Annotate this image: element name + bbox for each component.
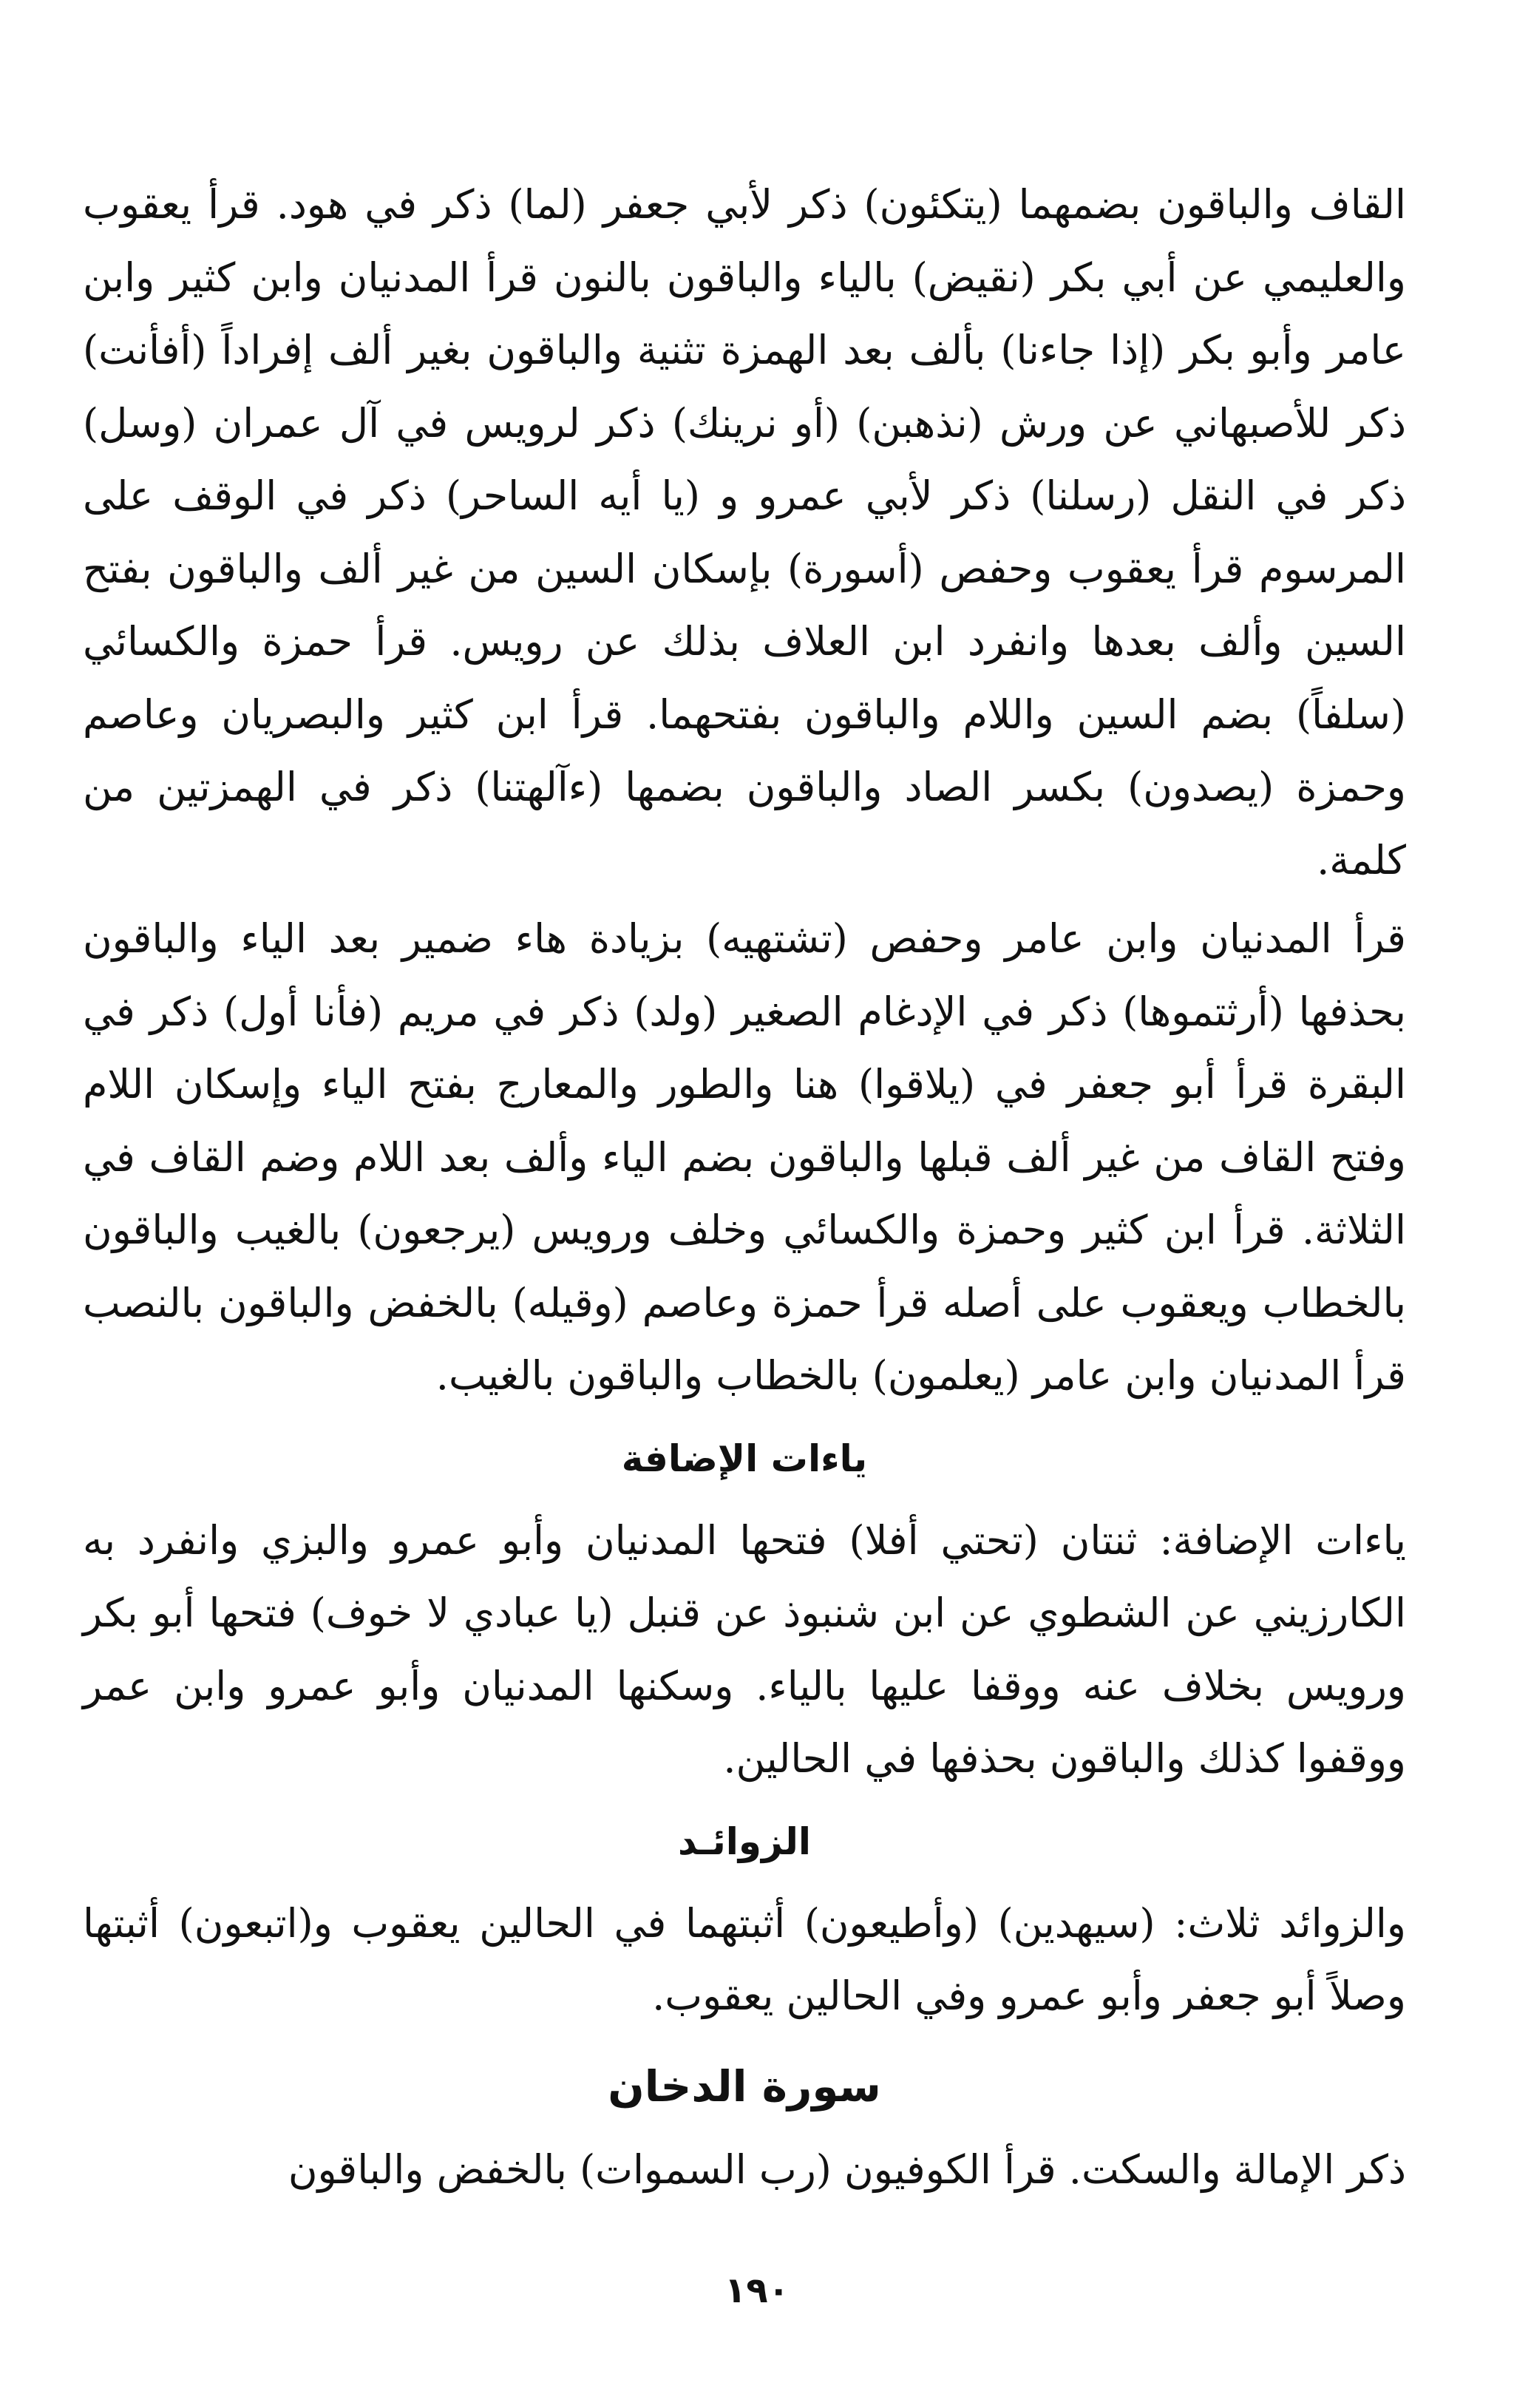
paragraph-text: قرأ المدنيان وابن عامر وحفص (تشتهيه) بزيادة هاء ضمير بعد الياء والباقون بحذفها (أرثتموها) ذكر في الإدغام الصغير (ولد) ذكر في مريم (فأنا أول) ذكر في البقرة قرأ أبو جعفر في (يلاقوا) هنا والطور والمعارج بفتح الياء وإسكان اللام وفتح القاف من غير ألف قبلها والباقون بضم الياء وألف بعد اللام وضم القاف في الثلاثة. قرأ ابن كثير وحمزة والكسائي وخلف ورويس (يرجعون) بالغيب والباقون بالخطاب ويعقوب على أصله قرأ حمزة وعاصم (وقيله) بالخفض والباقون بالنصب قرأ المدنيان وابن عامر (يعلمون) بالخطاب والباقون بالغيب.	[83, 915, 1406, 1399]
section-heading-yaat-al-idafa: ياءات الإضافة	[621, 1437, 868, 1480]
page-body	[83, 169, 1406, 2206]
surah-title-ad-dukhan: سورة الدخان	[608, 2061, 881, 2112]
paragraph-zawaid	[83, 1888, 1406, 2033]
paragraph-text: ياءات الإضافة: ثنتان (تحتي أفلا) فتحها المدنيان وأبو عمرو والبزي وانفرد به الكارزيني عن الشطوي عن ابن شنبوذ عن قنبل (يا عبادي لا خوف) فتحها أبو بكر ورويس بخلاف عنه ووقفا عليها بالياء. وسكنها المدنيان وأبو عمرو وابن عمر ووقفوا كذلك والباقون بحذفها في الحالين.	[83, 1516, 1406, 1782]
paragraph-text: ذكر الإمالة والسكت. قرأ الكوفيون (رب السموات) بالخفض والباقون	[288, 2146, 1406, 2193]
paragraph-text: والزوائد ثلاث: (سيهدين) (وأطيعون) أثبتهما في الحالين يعقوب و(اتبعون) أثبتها وصلاً أبو جعفر وأبو عمرو وفي الحالين يعقوب.	[83, 1899, 1406, 2019]
paragraph-yaat-al-idafa	[83, 1505, 1406, 1796]
page-number: ١٩٠	[724, 2270, 790, 2311]
paragraph-readings-second	[83, 903, 1406, 1413]
section-heading-zawaid: الزوائـد	[678, 1819, 811, 1863]
paragraph-text: القاف والباقون بضمهما (يتكئون) ذكر لأبي جعفر (لما) ذكر في هود. قرأ يعقوب والعليمي عن أبي بكر (نقيض) بالياء والباقون بالنون قرأ المدنيان وابن كثير وابن عامر وأبو بكر (إذا جاءنا) بألف بعد الهمزة تثنية والباقون بغير ألف إفراداً (أفأنت) ذكر للأصبهاني عن ورش (نذهبن) (أو نرينك) ذكر لرويس في آل عمران (وسل) ذكر في النقل (رسلنا) ذكر لأبي عمرو و (يا أيه الساحر) ذكر في الوقف على المرسوم قرأ يعقوب وحفص (أسورة) بإسكان السين من غير ألف والباقون بفتح السين وألف بعدها وانفرد ابن العلاف بذلك عن رويس. قرأ حمزة والكسائي (سلفاً) بضم السين واللام والباقون بفتحهما. قرأ ابن كثير والبصريان وعاصم وحمزة (يصدون) بكسر الصاد والباقون بضمها (ءآلهتنا) ذكر في الهمزتين من كلمة.	[83, 181, 1406, 884]
paragraph-ad-dukhan	[83, 2134, 1406, 2207]
paragraph-readings-continued	[83, 169, 1406, 897]
